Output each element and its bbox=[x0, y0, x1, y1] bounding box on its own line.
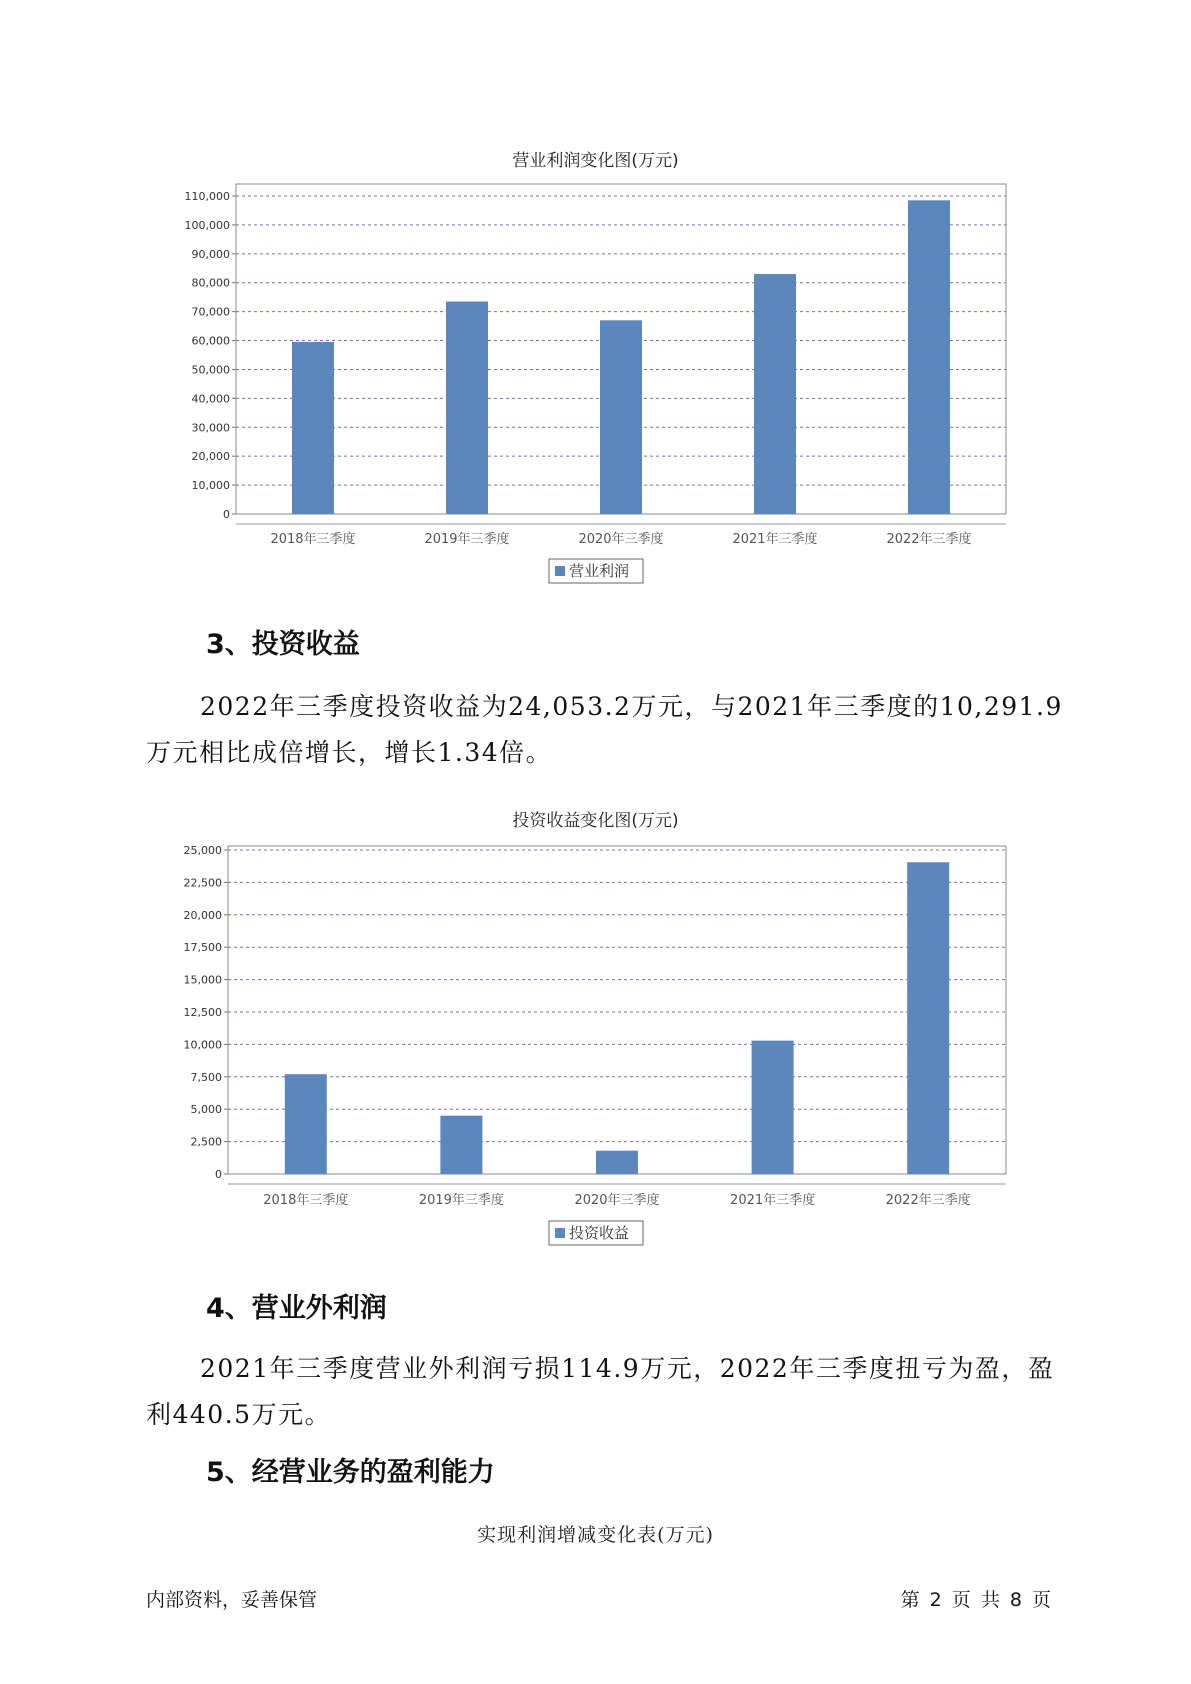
y-tick-label: 80,000 bbox=[191, 276, 230, 290]
footer-page-number: 第 2 页 共 8 页 bbox=[900, 1589, 1051, 1611]
legend-label: 投资收益 bbox=[569, 1224, 630, 1242]
y-tick-label: 40,000 bbox=[191, 392, 230, 406]
section-5-heading: 5、经营业务的盈利能力 bbox=[206, 1457, 495, 1488]
section-3-line2: 万元相比成倍增长，增长1.34倍。 bbox=[146, 738, 553, 767]
x-category-label: 2019年三季度 bbox=[424, 532, 510, 547]
section-3-line1: 2022年三季度投资收益为24,053.2万元，与2021年三季度的10,291.9 bbox=[200, 692, 1063, 721]
section-3-heading: 3、投资收益 bbox=[206, 629, 360, 660]
section-4-heading: 4、营业外利润 bbox=[206, 1293, 387, 1324]
section-4-line2: 利440.5万元。 bbox=[146, 1400, 332, 1429]
section-4-line1: 2021年三季度营业外利润亏损114.9万元，2022年三季度扭亏为盈，盈 bbox=[200, 1354, 1055, 1383]
y-tick-label: 50,000 bbox=[191, 363, 230, 377]
y-tick-label: 0 bbox=[215, 1168, 222, 1181]
x-category-label: 2021年三季度 bbox=[732, 532, 818, 547]
x-category-label: 2022年三季度 bbox=[885, 1193, 971, 1208]
bar-2022年三季度 bbox=[907, 862, 949, 1174]
y-tick-label: 2,500 bbox=[190, 1135, 222, 1149]
y-tick-label: 12,500 bbox=[183, 1006, 222, 1019]
y-tick-label: 20,000 bbox=[183, 908, 222, 922]
x-category-label: 2019年三季度 bbox=[418, 1193, 504, 1208]
footer-confidential-note: 内部资料，妥善保管 bbox=[146, 1589, 318, 1611]
x-category-label: 2021年三季度 bbox=[730, 1193, 816, 1208]
bar-2021年三季度 bbox=[752, 1041, 794, 1174]
y-tick-label: 60,000 bbox=[191, 334, 230, 348]
legend-swatch bbox=[555, 1228, 565, 1238]
bar-2019年三季度 bbox=[440, 1116, 482, 1174]
y-tick-label: 90,000 bbox=[191, 247, 230, 261]
bar-2018年三季度 bbox=[285, 1074, 327, 1174]
x-category-label: 2022年三季度 bbox=[886, 532, 972, 547]
y-tick-label: 0 bbox=[223, 508, 230, 521]
legend-label: 营业利润 bbox=[569, 562, 630, 580]
y-tick-label: 100,000 bbox=[184, 218, 230, 232]
y-tick-label: 17,500 bbox=[183, 941, 222, 955]
legend bbox=[549, 1221, 643, 1245]
bar-2020年三季度 bbox=[596, 1151, 638, 1174]
y-tick-label: 15,000 bbox=[183, 973, 222, 987]
x-category-label: 2020年三季度 bbox=[574, 1193, 660, 1208]
profit-table-caption: 实现利润增减变化表(万元) bbox=[477, 1524, 714, 1546]
plot-frame bbox=[228, 846, 1006, 1174]
y-tick-label: 22,500 bbox=[183, 876, 222, 890]
y-tick-label: 70,000 bbox=[191, 305, 230, 319]
y-tick-label: 10,000 bbox=[191, 479, 230, 493]
y-tick-label: 20,000 bbox=[191, 450, 230, 464]
y-tick-label: 110,000 bbox=[184, 190, 230, 203]
y-tick-label: 30,000 bbox=[191, 421, 230, 435]
y-tick-label: 25,000 bbox=[183, 844, 222, 857]
chart2-title: 投资收益变化图(万元) bbox=[512, 811, 679, 831]
x-category-label: 2020年三季度 bbox=[578, 532, 664, 547]
chart1-title: 营业利润变化图(万元) bbox=[512, 151, 679, 171]
y-tick-label: 10,000 bbox=[183, 1038, 222, 1052]
y-tick-label: 5,000 bbox=[190, 1103, 222, 1117]
x-category-label: 2018年三季度 bbox=[263, 1193, 349, 1208]
section-4-paragraph bbox=[146, 1346, 1066, 1438]
y-tick-label: 7,500 bbox=[190, 1070, 222, 1084]
x-category-label: 2018年三季度 bbox=[270, 532, 356, 547]
